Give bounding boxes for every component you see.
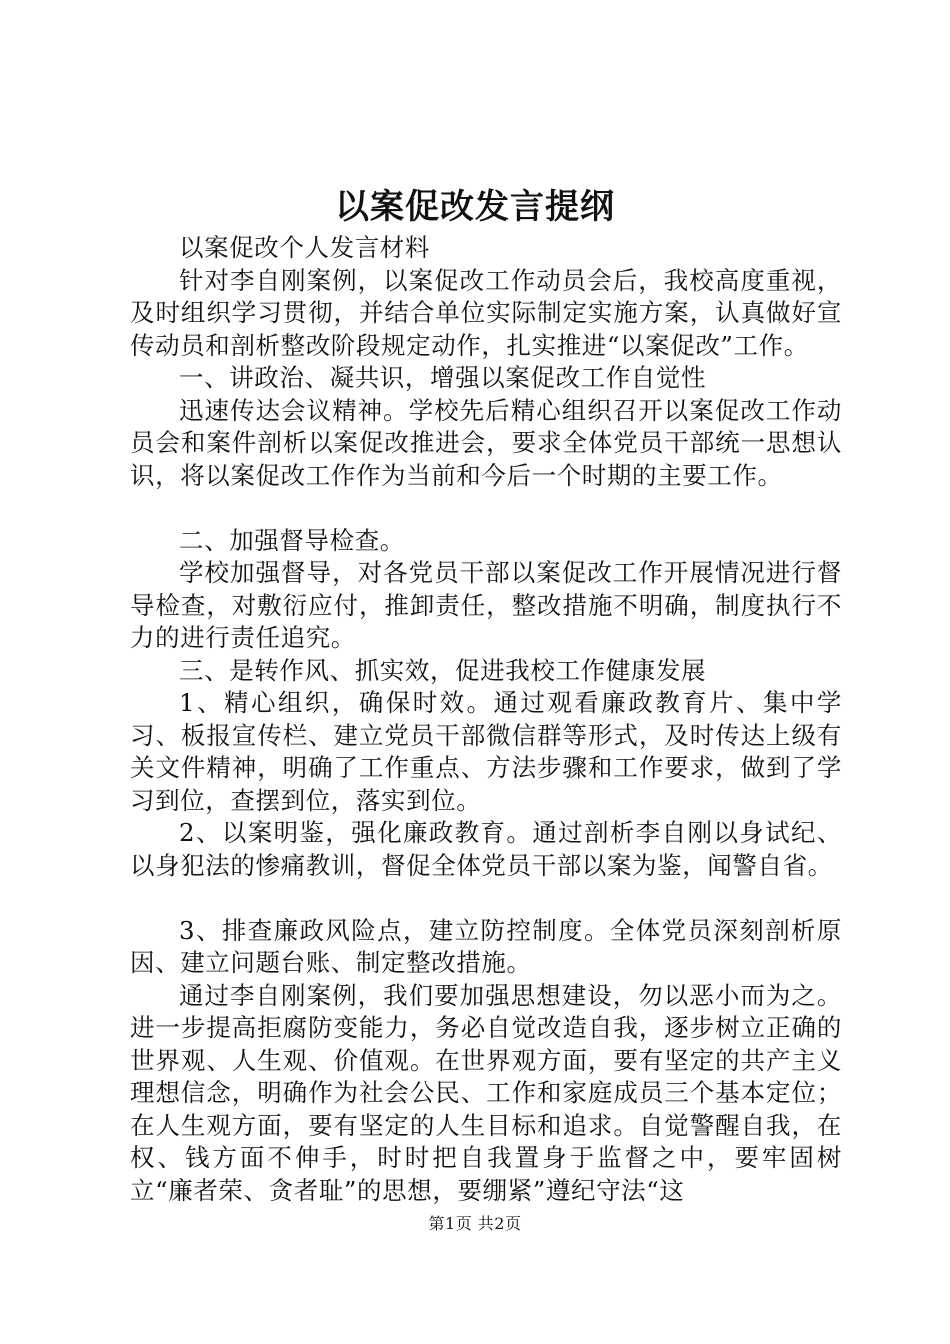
document-body bbox=[130, 232, 842, 1207]
paragraph-item-2: 2、以案明鉴，强化廉政教育。通过剖析李自刚以身试纪、以身犯法的惨痛教训，督促全体党员干部以案为鉴，闻警自省。 bbox=[130, 818, 842, 880]
heading-section-3: 三、是转作风、抓实效，促进我校工作健康发展 bbox=[179, 655, 707, 685]
paragraph-item-1: 1、精心组织，确保时效。通过观看廉政教育片、集中学习、板报宣传栏、建立党员干部微信群等形式，及时传达上级有关文件精神，明确了工作重点、方法步骤和工作要求，做到了学习到位，查摆到位，落实到位。 bbox=[130, 688, 842, 815]
paragraph-intro: 针对李自刚案例，以案促改工作动员会后，我校高度重视，及时组织学习贯彻，并结合单位实际制定实施方案，认真做好宣传动员和剖析整改阶段规定动作，扎实推进“以案促改”工作。 bbox=[130, 265, 842, 360]
page-footer: 第1页 共2页 bbox=[428, 1214, 522, 1233]
paragraph-conclusion: 通过李自刚案例，我们要加强思想建设，勿以恶小而为之。进一步提高拒腐防变能力，务必自觉改造自我，逐步树立正确的世界观、人生观、价值观。在世界观方面，要有坚定的共产主义理想信念，明确作为社会公民、工作和家庭成员三个基本定位；在人生观方面，要有坚定的人生目标和追求。自觉警醒自我，在权、钱方面不伸手，时时把自我置身于监督之中，要牢固树立“廉者荣、贪者耻”的思想，要绷紧”遵纪守法“这 bbox=[130, 980, 842, 1205]
paragraph-section-2: 学校加强督导，对各党员干部以案促改工作开展情况进行督导检查，对敷衍应付，推卸责任，整改措施不明确，制度执行不力的进行责任追究。 bbox=[130, 558, 842, 652]
paragraph-subtitle: 以案促改个人发言材料 bbox=[179, 233, 430, 262]
paragraph-item-3: 3、排查廉政风险点，建立防控制度。全体党员深刻剖析原因、建立问题台账、制定整改措施。 bbox=[130, 915, 842, 977]
document-title: 以案促改发言提纲 bbox=[335, 187, 615, 227]
heading-section-1: 一、讲政治、凝共识，增强以案促改工作自觉性 bbox=[179, 363, 707, 392]
heading-section-2: 二、加强督导检查。 bbox=[179, 525, 405, 555]
paragraph-section-1: 迅速传达会议精神。学校先后精心组织召开以案促改工作动员会和案件剖析以案促改推进会，要求全体党员干部统一思想认识，将以案促改工作作为当前和今后一个时期的主要工作。 bbox=[130, 395, 842, 490]
